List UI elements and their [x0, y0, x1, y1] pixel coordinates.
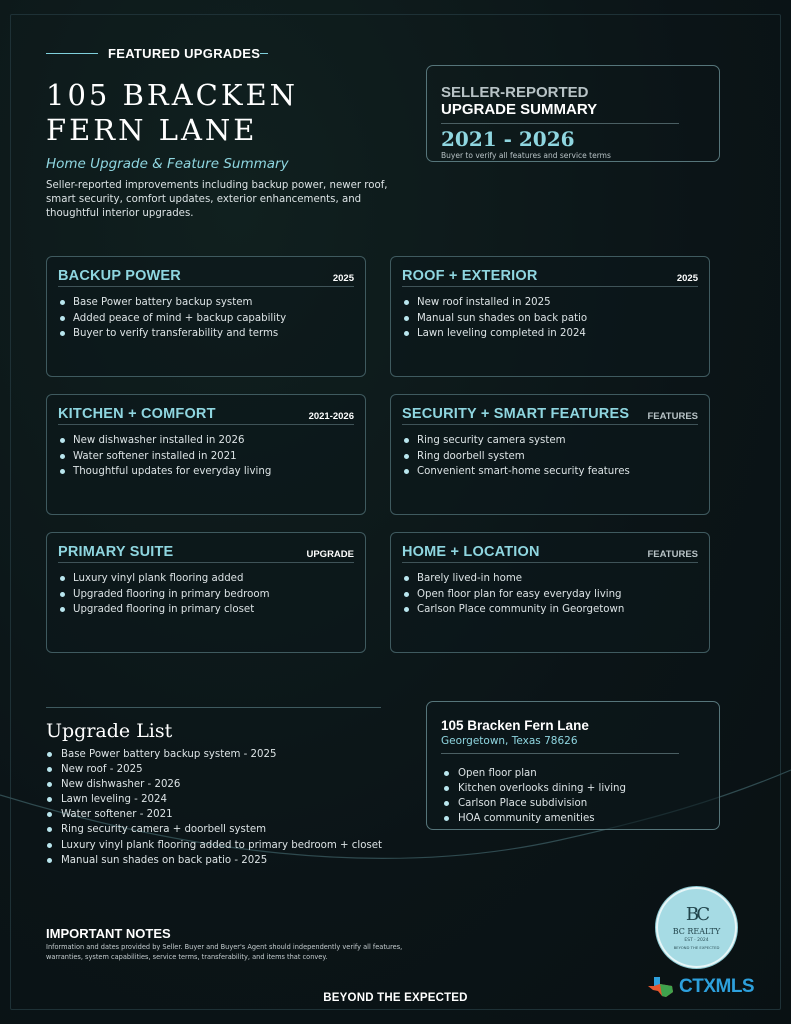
list-item: Luxury vinyl plank flooring added to primary bedroom + closet	[46, 838, 382, 853]
logo-monogram: BC	[685, 903, 708, 925]
footer-tagline: BEYOND THE EXPECTED	[323, 992, 468, 1004]
notes-text: Information and dates provided by Seller. Buyer and Buyer's Agent should independently verify all features, warranties, system capabilities, service terms, transferability, and items that convey.	[46, 943, 403, 961]
eyebrow-label: FEATURED UPGRADES	[108, 46, 261, 61]
card-item: Lawn leveling completed in 2024	[402, 326, 698, 342]
list-item: Lawn leveling - 2024	[46, 792, 382, 807]
page-title: 105 BRACKEN FERN LANE	[46, 78, 299, 147]
card-item: New dishwasher installed in 2026	[58, 433, 354, 449]
card-item: Convenient smart-home security features	[402, 464, 698, 480]
card-item: Thoughtful updates for everyday living	[58, 464, 354, 480]
card-backup-power	[46, 256, 366, 377]
address-divider	[441, 753, 679, 754]
card-item: Manual sun shades on back patio	[402, 311, 698, 327]
card-primary-suite	[46, 532, 366, 653]
card-item: Ring security camera system	[402, 433, 698, 449]
card-title: SECURITY + SMART FEATURES	[402, 406, 630, 422]
card-security-smart	[390, 394, 710, 515]
card-title: ROOF + EXTERIOR	[402, 268, 538, 284]
address-box	[426, 701, 720, 830]
address-street: 105 Bracken Fern Lane	[441, 718, 589, 733]
card-title: KITCHEN + COMFORT	[58, 406, 216, 422]
card-tag: FEATURES	[647, 411, 698, 422]
card-tag: 2021-2026	[308, 411, 354, 422]
summary-box	[426, 65, 720, 162]
card-item: New roof installed in 2025	[402, 295, 698, 311]
summary-note: Buyer to verify all features and service terms	[441, 151, 611, 160]
intro-text: Seller-reported improvements including backup power, newer roof, smart security, comfort updates, exterior enhancements, and thoughtful interior upgrades.	[46, 180, 388, 219]
card-roof-exterior	[390, 256, 710, 377]
summary-years: 2021 - 2026	[441, 127, 575, 151]
list-item: Base Power battery backup system - 2025	[46, 747, 382, 762]
summary-line1: SELLER-REPORTED	[441, 84, 589, 101]
card-item: Buyer to verify transferability and terms	[58, 326, 354, 342]
card-item: Upgraded flooring in primary closet	[58, 602, 354, 618]
list-item: Water softener - 2021	[46, 807, 382, 822]
list-item: New roof - 2025	[46, 762, 382, 777]
page-subtitle: Home Upgrade & Feature Summary	[46, 156, 289, 172]
card-tag: FEATURES	[647, 549, 698, 560]
bc-realty-logo	[656, 887, 737, 968]
card-item: Barely lived-in home	[402, 571, 698, 587]
summary-divider	[441, 123, 679, 124]
list-item: Open floor plan	[441, 766, 705, 781]
card-title: PRIMARY SUITE	[58, 544, 174, 560]
card-tag: UPGRADE	[306, 549, 354, 560]
card-kitchen-comfort	[46, 394, 366, 515]
logo-est: EST · 2024	[684, 937, 709, 943]
card-item: Added peace of mind + backup capability	[58, 311, 354, 327]
list-item: HOA community amenities	[441, 811, 705, 826]
card-title: BACKUP POWER	[58, 268, 181, 284]
list-item: Manual sun shades on back patio - 2025	[46, 853, 382, 868]
card-item: Luxury vinyl plank flooring added	[58, 571, 354, 587]
upgrade-list-title: Upgrade List	[46, 720, 173, 742]
card-item: Base Power battery backup system	[58, 295, 354, 311]
summary-line2: UPGRADE SUMMARY	[441, 101, 598, 118]
card-home-location	[390, 532, 710, 653]
list-item: New dishwasher - 2026	[46, 777, 382, 792]
eyebrow-rule	[46, 53, 98, 54]
upgrade-list-rule	[46, 707, 381, 708]
card-item: Carlson Place community in Georgetown	[402, 602, 698, 618]
list-item: Carlson Place subdivision	[441, 796, 705, 811]
list-item: Ring security camera + doorbell system	[46, 822, 382, 837]
upgrade-list	[46, 747, 382, 868]
card-item: Open floor plan for easy everyday living	[402, 587, 698, 603]
ctxmls-text: CTXMLS	[679, 976, 755, 997]
card-tag: 2025	[332, 273, 354, 284]
eyebrow-rule-end	[260, 53, 268, 54]
list-item: Kitchen overlooks dining + living	[441, 781, 705, 796]
eyebrow	[46, 46, 268, 61]
card-item: Ring doorbell system	[402, 449, 698, 465]
notes-title: IMPORTANT NOTES	[46, 926, 171, 941]
address-city: Georgetown, Texas 78626	[441, 735, 578, 747]
logo-name: BC REALTY	[672, 926, 721, 936]
card-title: HOME + LOCATION	[402, 544, 540, 560]
card-item: Upgraded flooring in primary bedroom	[58, 587, 354, 603]
logo-motto: BEYOND THE EXPECTED	[673, 944, 720, 950]
card-item: Water softener installed in 2021	[58, 449, 354, 465]
card-tag: 2025	[676, 273, 698, 284]
